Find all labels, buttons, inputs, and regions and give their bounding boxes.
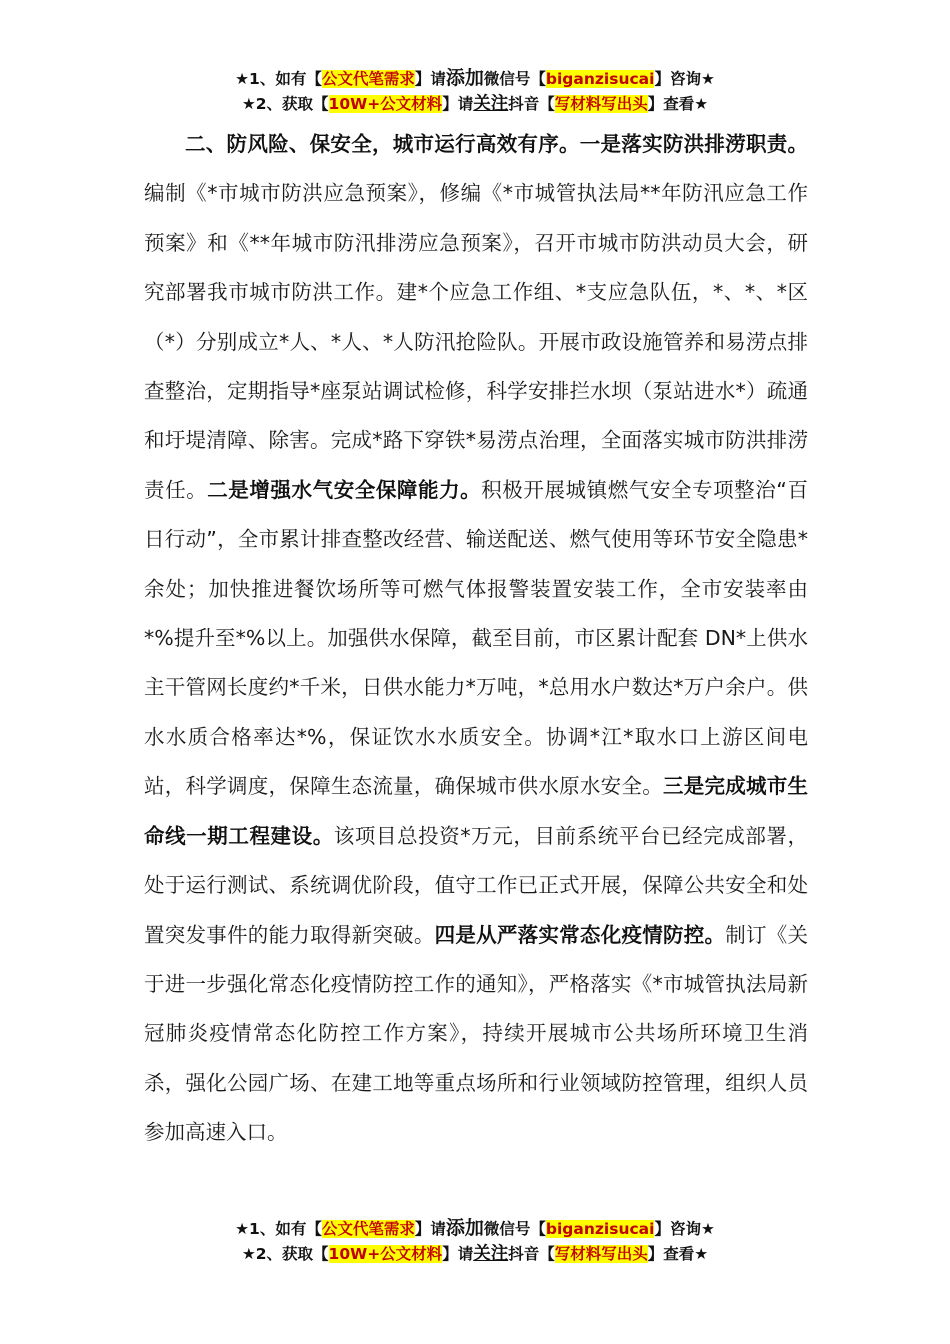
footer-banner [0,1216,950,1267]
section-heading: 二是增强水气安全保障能力。 [207,477,482,502]
highlight-materials: 10W+公文材料 [328,95,443,113]
highlight-service: 公文代笔需求 [321,70,415,88]
banner-line-1 [0,66,950,92]
banner-text: ★1、如有【 [235,70,322,88]
banner-text: 】请 [442,1245,474,1263]
header-banner [0,66,950,117]
section-heading: 四是从严落实常态化疫情防控。 [434,922,726,947]
banner-text: ★1、如有【 [235,1220,322,1238]
banner-text: ★2、获取【 [241,95,329,113]
highlight-douyin: 写材料写出头 [554,95,648,113]
banner-line-2 [0,1242,950,1267]
section-heading: 二、防风险、保安全，城市运行高效有序。一是落实防洪排涝职责。 [185,132,808,156]
banner-text: 】请 [442,95,474,113]
banner-emphasis: 关注 [473,1244,509,1264]
banner-text: 】咨询★ [654,70,715,88]
banner-text: 】查看★ [647,1245,709,1263]
section-heading: 三是完成城市生命线一期工程建设。 [144,774,809,848]
highlight-service: 公文代笔需求 [321,1220,415,1238]
banner-text: 】咨询★ [654,1220,715,1238]
banner-emphasis: 添加 [445,67,484,89]
banner-text: 抖音【 [508,95,555,113]
banner-line-2 [0,92,950,117]
body-paragraph [144,120,808,1158]
banner-text: 】请 [414,1220,446,1238]
banner-text: 抖音【 [508,1245,555,1263]
section-text: 制订《关于进一步强化常态化疫情防控工作的通知》，严格落实《*市城管执法局新冠肺炎疫情常态化防控工作方案》，持续开展城市公共场所环境卫生消杀，强化公园广场、在建工地等重点场所和行业领域防控管理，组织人员参加高速入口。 [144,922,809,1145]
banner-text: ★2、获取【 [241,1245,329,1263]
banner-text: 】请 [414,70,446,88]
banner-emphasis: 添加 [445,1217,484,1239]
document-body [144,120,808,1158]
highlight-materials: 10W+公文材料 [328,1245,443,1263]
highlight-wechat-id: biganzisucai [545,70,655,88]
banner-text: 】查看★ [647,95,709,113]
highlight-douyin: 写材料写出头 [554,1245,648,1263]
section-text: 编制《*市城市防洪应急预案》，修编《*市城管执法局**年防汛应急工作预案》和《**年城市防汛排涝应急预案》，召开市城市防洪动员大会，研究部署我市城市防洪工作。建*个应急工作组、*支应急队伍，*、*、*区（*）分别成立*人、*人、*人防汛抢险队。开展市政设施管养和易涝点排查整治，定期指导*座泵站调试检修，科学安排拦水坝（泵站进水*）疏通和圩堤清障、除害。完成*路下穿铁*易涝点治理，全面落实城市防洪排涝责任。 [144,181,808,502]
banner-text: 微信号【 [483,70,546,88]
highlight-wechat-id: biganzisucai [545,1220,655,1238]
banner-emphasis: 关注 [473,94,509,114]
banner-line-1 [0,1216,950,1242]
section-text: 该项目总投资*万元，目前系统平台已经完成部署，处于运行测试、系统调优阶段，值守工作已正式开展，保障公共安全和处置突发事件的能力取得新突破。 [144,823,809,947]
banner-text: 微信号【 [483,1220,546,1238]
section-text: 积极开展城镇燃气安全专项整治“百日行动”，全市累计排查整改经营、输送配送、燃气使用等环节安全隐患*余处；加快推进餐饮场所等可燃气体报警装置安装工作，全市安装率由*%提升至*%以上。加强供水保障，截至目前，市区累计配套 DN*上供水主干管网长度约*千米，日供水能力*万吨，*总用水户数达*万户余户。供水水质合格率达*%，保证饮水水质安全。协调*江*取水口上游区间电站，科学调度，保障生态流量，确保城市供水原水安全。 [144,477,809,799]
